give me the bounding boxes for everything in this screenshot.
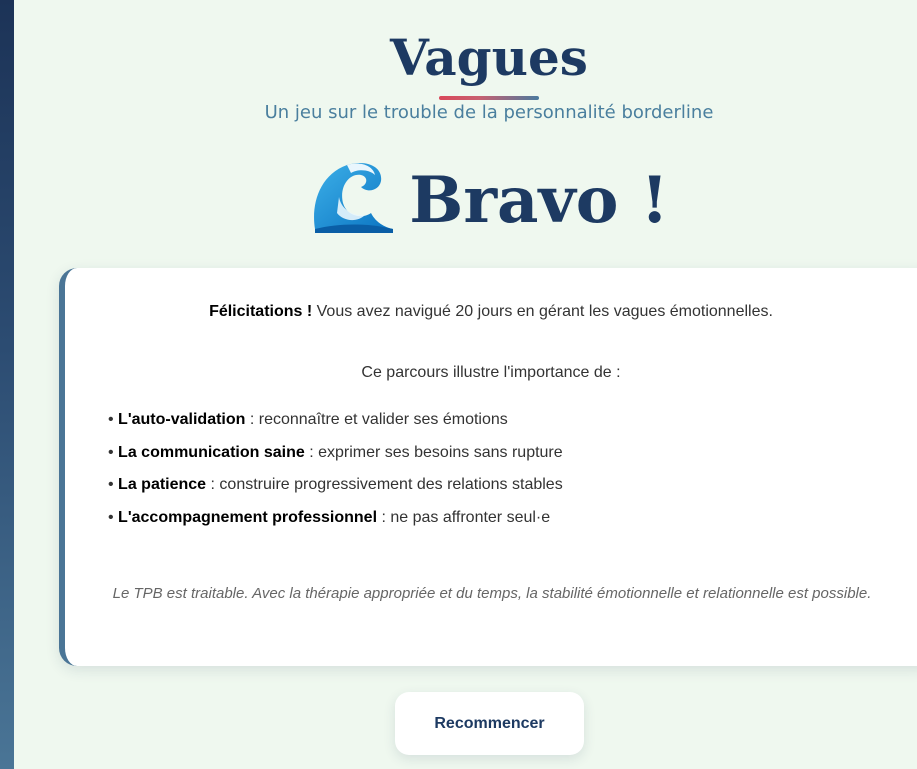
congrats-text <box>65 300 917 324</box>
restart-button[interactable]: Recommencer <box>395 692 584 755</box>
title-underline <box>439 96 539 100</box>
list-item-text: : ne pas affronter seul·e <box>377 508 551 526</box>
list-item: • La patience : construire progressivement des relations stables <box>108 476 563 493</box>
lead-text: Ce parcours illustre l'importance de : <box>361 364 621 381</box>
page-subtitle: Un jeu sur le trouble de la personnalité borderline <box>264 102 714 123</box>
list-item: • La communication saine : exprimer ses besoins sans rupture <box>108 443 563 461</box>
water-wave-icon <box>309 157 395 237</box>
list-item-text: : exprimer ses besoins sans rupture <box>304 443 563 461</box>
list-item-text: : reconnaître et valider ses émotions <box>245 411 508 428</box>
list-item-title: L'auto-validation <box>118 411 246 428</box>
list-item-title: La patience <box>118 476 207 493</box>
congrats-rest: Vous avez navigué 20 jours en gérant les vagues émotionnelles. <box>312 303 773 320</box>
page-title: Vagues <box>390 28 588 87</box>
lessons-list <box>108 408 563 538</box>
list-item-text: : construire progressivement des relations stables <box>206 476 563 493</box>
result-heading <box>14 150 917 250</box>
list-item: • L'auto-validation : reconnaître et valider ses émotions <box>108 411 508 428</box>
congrats-bold: Félicitations ! <box>209 303 313 320</box>
list-item: • L'accompagnement professionnel : ne pas affronter seul·e <box>108 508 551 526</box>
bravo-title: Bravo ! <box>409 162 669 238</box>
hope-note: Le TPB est traitable. Avec la thérapie appropriée et du temps, la stabilité émotionnelle et relationnelle est possible. <box>112 585 872 602</box>
list-item-title: La communication saine <box>118 443 305 461</box>
list-item-title: L'accompagnement professionnel <box>118 508 378 526</box>
